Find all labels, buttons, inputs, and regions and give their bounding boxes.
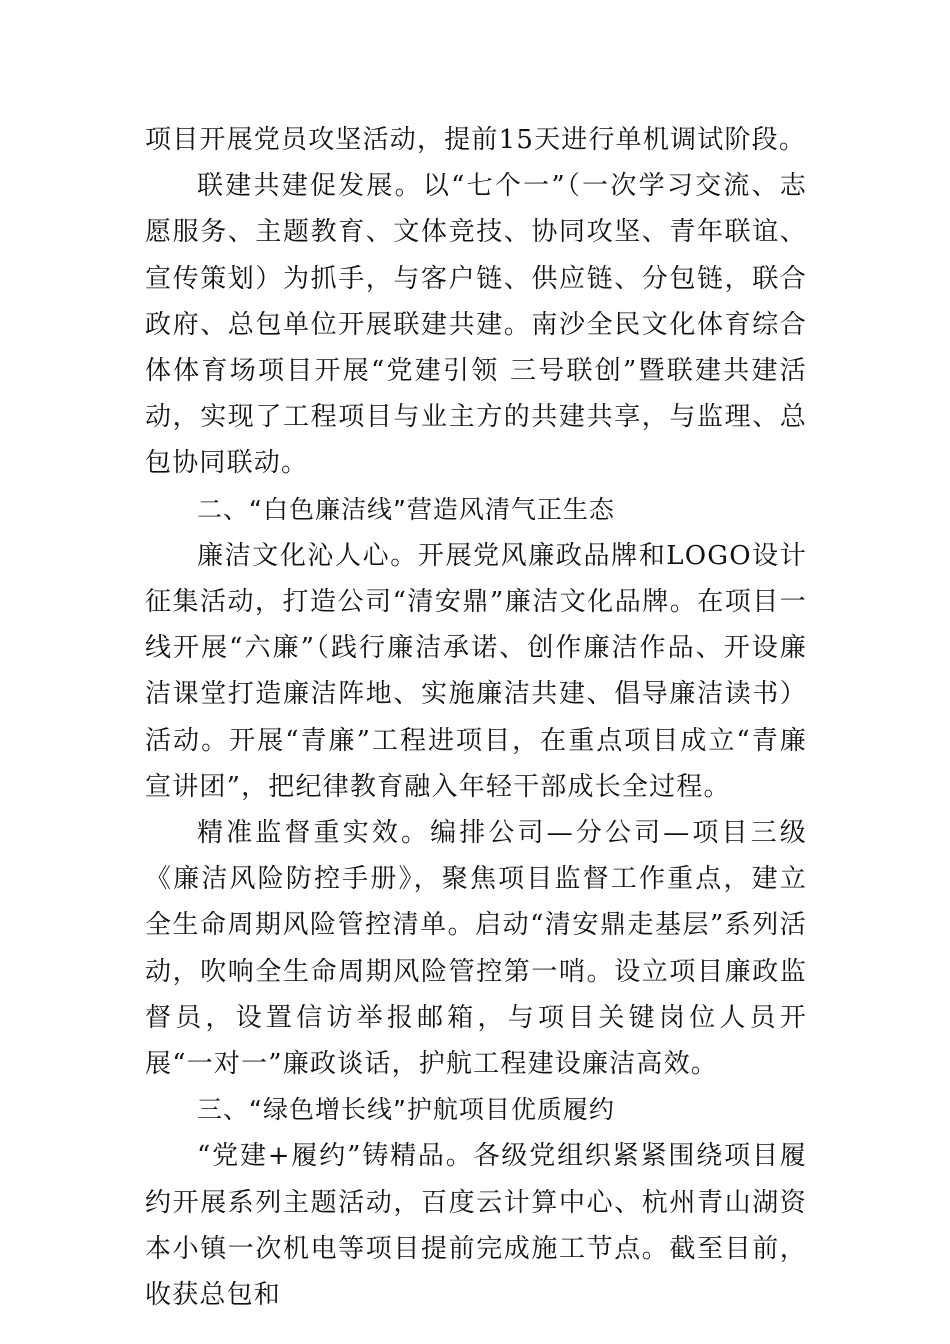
section-heading-green-line: 三、“绿色增长线”护航项目优质履约 [197,1095,615,1125]
paragraph-continuation: 项目开展党员攻坚活动，提前15天进行单机调试阶段。 [145,125,807,155]
paragraph-integrity-culture: 廉洁文化沁人心。开展党风廉政品牌和LOGO设计征集活动，打造公司“清安鼎”廉洁文化品牌。在项目一线开展“六廉”（践行廉洁承诺、创作廉洁作品、开设廉洁课堂打造廉洁阵地、实施廉洁共建、倡导廉洁读书）活动。开展“青廉”工程进项目，在重点项目成立“青廉宣讲团”，把纪律教育融入年轻干部成长全过程。 [145,540,807,802]
paragraph-joint-construction: 联建共建促发展。以“七个一”（一次学习交流、志愿服务、主题教育、文体竞技、协同攻坚、青年联谊、宣传策划）为抓手，与客户链、供应链、分包链，联合政府、总包单位开展联建共建。南沙全民文化体育综合体体育场项目开展“党建引领 三号联创”暨联建共建活动，实现了工程项目与业主方的共建共享，与监理、总包协同联动。 [145,171,807,479]
paragraph-precise-supervision: 精准监督重实效。编排公司—分公司—项目三级《廉洁风险防控手册》，聚焦项目监督工作重点，建立全生命周期风险管控清单。启动“清安鼎走基层”系列活动，吹响全生命周期风险管控第一哨。设立项目廉政监督员，设置信访举报邮箱，与项目关键岗位人员开展“一对一”廉政谈话，护航工程建设廉洁高效。 [145,818,807,1080]
paragraph-party-performance: “党建+履约”铸精品。各级党组织紧紧围绕项目履约开展系列主题活动，百度云计算中心、杭州青山湖资本小镇一次机电等项目提前完成施工节点。截至目前，收获总包和 [145,1141,807,1311]
document-body [145,117,807,1318]
section-heading-white-line: 二、“白色廉洁线”营造风清气正生态 [197,494,615,524]
